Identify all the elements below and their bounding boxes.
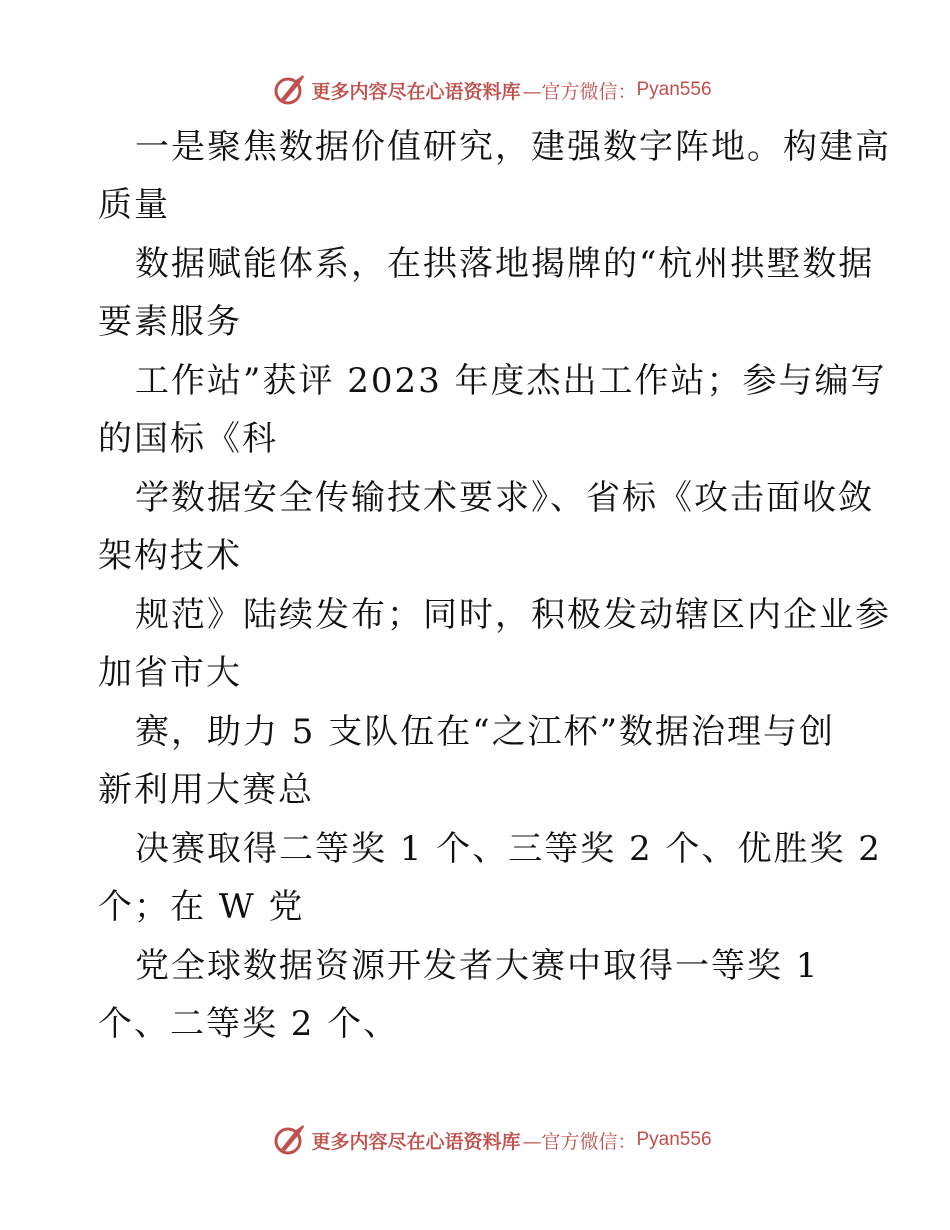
quill-pen-circle-icon [273, 73, 307, 107]
paragraph-line: 工作站”获评 2023 年度杰出工作站；参与编写 [135, 361, 887, 401]
paragraph [0, 118, 950, 235]
paragraph-line: 新利用大赛总 [98, 770, 314, 810]
paragraph-line: 的国标《科 [98, 419, 278, 459]
paragraph-line: 一是聚焦数据价值研究，建强数字阵地。构建高 [135, 127, 891, 167]
document-body [0, 118, 950, 1054]
paragraph [0, 820, 950, 937]
footer-banner [0, 1120, 950, 1160]
header-wechat-id: Pyan556 [636, 79, 712, 100]
paragraph-line: 学数据安全传输技术要求》、省标《攻击面收敛 [135, 478, 874, 518]
paragraph [0, 235, 950, 352]
paragraph-line: 赛，助力 5 支队伍在“之江杯”数据治理与创 [135, 712, 836, 752]
header-banner-separator: —官方微信： [522, 80, 637, 103]
footer-banner-text: 更多内容尽在心语资料库 [311, 1130, 521, 1153]
paragraph-line: 架构技术 [98, 536, 242, 576]
footer-banner-content [273, 1123, 711, 1157]
paragraph [0, 586, 950, 703]
paragraph-line: 决赛取得二等奖 1 个、三等奖 2 个、优胜奖 2 [135, 829, 882, 869]
paragraph-line: 质量 [98, 185, 170, 225]
paragraph-line: 党全球数据资源开发者大赛中取得一等奖 1 [135, 946, 820, 986]
quill-pen-circle-icon [273, 1123, 307, 1157]
paragraph [0, 469, 950, 586]
header-banner [0, 70, 950, 110]
paragraph-line: 规范》陆续发布；同时，积极发动辖区内企业参 [135, 595, 891, 635]
paragraph-line: 数据赋能体系，在拱落地揭牌的“杭州拱墅数据 [135, 244, 875, 284]
header-banner-text: 更多内容尽在心语资料库 [311, 80, 521, 103]
footer-banner-separator: —官方微信： [522, 1130, 637, 1153]
paragraph [0, 937, 950, 1054]
paragraph-line: 个、二等奖 2 个、 [98, 1004, 400, 1044]
paragraph [0, 352, 950, 469]
paragraph-line: 加省市大 [98, 653, 242, 693]
footer-wechat-id: Pyan556 [636, 1129, 712, 1150]
paragraph-line: 要素服务 [98, 302, 242, 342]
paragraph [0, 703, 950, 820]
header-banner-content [273, 73, 711, 107]
paragraph-line: 个；在 W 党 [98, 887, 305, 927]
